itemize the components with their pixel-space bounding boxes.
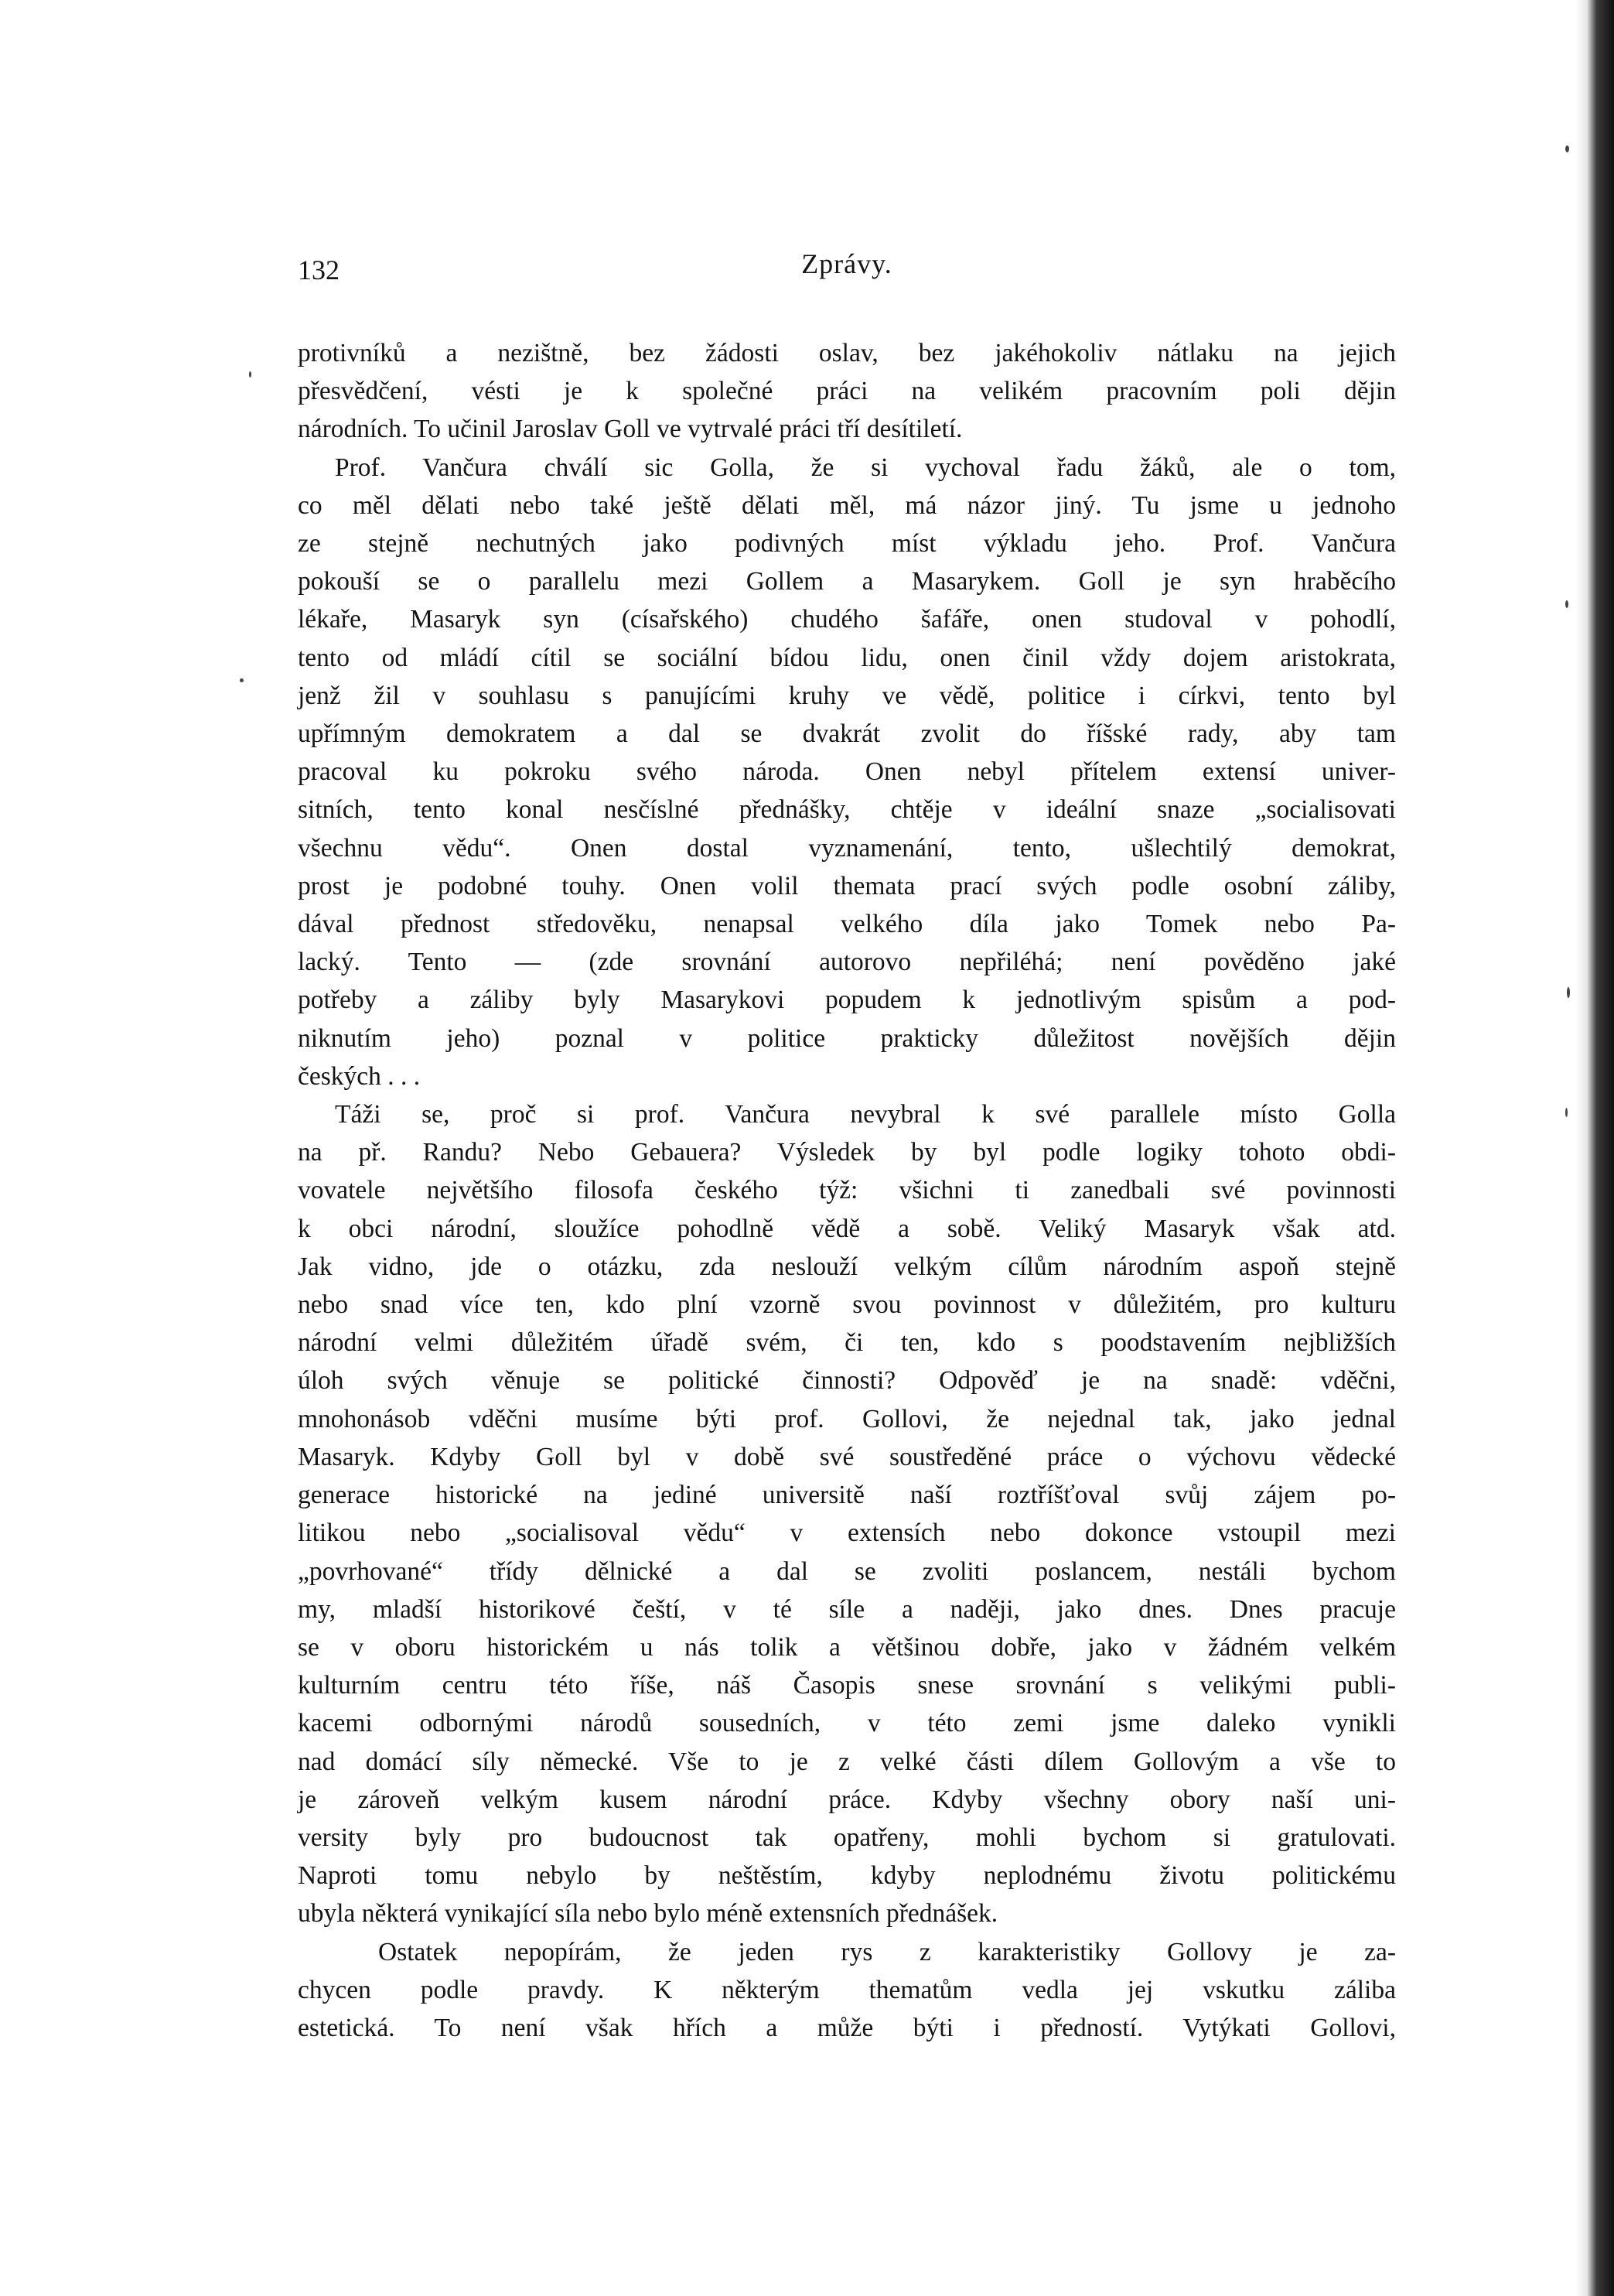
page-number: 132 <box>298 255 340 285</box>
text-line: nad domácí síly německé. Vše to je z velké části dílem Gollovým a vše to <box>298 1747 1396 1776</box>
text-line: pokouší se o parallelu mezi Gollem a Masarykem. Goll je syn hraběcího <box>298 567 1396 596</box>
text-line: litikou nebo „socialisoval vědu“ v extensích nebo dokonce vstoupil mezi <box>298 1519 1396 1548</box>
text-line: sitních, tento konal nesčíslné přednášky, chtěje v ideální snaze „socialisovati <box>298 795 1396 825</box>
text-line: pracoval ku pokroku svého národa. Onen nebyl přítelem extensí univer- <box>298 757 1396 787</box>
text-line: niknutím jeho) poznal v politice prakticky důležitost novějších dějin <box>298 1023 1396 1053</box>
text-line: nebo snad více ten, kdo plní vzorně svou povinnost v důležitém, pro kulturu <box>298 1290 1396 1320</box>
text-line: všechnu vědu“. Onen dostal vyznamenání, tento, ušlechtilý demokrat, <box>298 833 1396 863</box>
text-line: kulturním centru této říše, náš Časopis snese srovnání s velikými publi- <box>298 1671 1396 1700</box>
text-line: přesvědčení, vésti je k společné práci na velikém pracovním poli dějin <box>298 377 1396 406</box>
text-line: ze stejně nechutných jako podivných míst výkladu jeho. Prof. Vančura <box>298 529 1396 559</box>
scan-edge-shadow <box>1575 0 1614 2296</box>
text-line: kacemi odbornými národů sousedních, v této zemi jsme daleko vynikli <box>298 1709 1396 1738</box>
text-line: vovatele největšího filosofa českého týž: všichni ti zanedbali své povinnosti <box>298 1176 1396 1205</box>
text-line: co měl dělati nebo také ještě dělati měl, má názor jiný. Tu jsme u jednoho <box>298 490 1396 520</box>
text-line: lékaře, Masaryk syn (císařského) chudého šafáře, onen studoval v pohodlí, <box>298 605 1396 634</box>
text-line: dával přednost středověku, nenapsal velkého díla jako Tomek nebo Pa- <box>298 910 1396 939</box>
text-line: estetická. To není však hřích a může býti i předností. Vytýkati Gollovi, <box>298 2013 1396 2042</box>
text-line: je zároveň velkým kusem národní práce. Kdyby všechny obory naší uni- <box>298 1785 1396 1814</box>
running-head <box>298 248 1396 294</box>
text-line: na př. Randu? Nebo Gebauera? Výsledek by byl podle logiky tohoto obdi- <box>298 1138 1396 1167</box>
text-line: Ostatek nepopírám, že jeden rys z karakteristiky Gollovy je za- <box>378 1937 1396 1966</box>
text-line: k obci národní, sloužíce pohodlně vědě a sobě. Veliký Masaryk však atd. <box>298 1214 1396 1243</box>
text-line: Jak vidno, jde o otázku, zda neslouží velkým cílům národním aspoň stejně <box>298 1252 1396 1281</box>
text-line: národní velmi důležitém úřadě svém, či ten, kdo s poodstavením nejbližších <box>298 1328 1396 1358</box>
text-line: mnohonásob vděčni musíme býti prof. Gollovi, že nejednal tak, jako jednal <box>298 1404 1396 1433</box>
text-line: generace historické na jediné universitě naší roztříšťoval svůj zájem po- <box>298 1481 1396 1510</box>
text-line: potřeby a záliby byly Masarykovi popudem k jednotlivým spisům a pod- <box>298 986 1396 1015</box>
scan-speck <box>1565 145 1569 152</box>
scan-speck <box>1567 987 1570 998</box>
text-line: ubyla některá vynikající síla nebo bylo méně extensních přednášek. <box>298 1899 998 1929</box>
text-line: protivníků a nezištně, bez žádosti oslav, bez jakéhokoliv nátlaku na jejich <box>298 339 1396 367</box>
text-line: Naproti tomu nebylo by neštěstím, kdyby neplodnému životu politickému <box>298 1861 1396 1891</box>
text-line: versity byly pro budoucnost tak opatřeny, mohli bychom si gratulovati. <box>298 1823 1396 1852</box>
text-line: my, mladší historikové čeští, v té síle a naději, jako dnes. Dnes pracuje <box>298 1594 1396 1624</box>
text-line: se v oboru historickém u nás tolik a většinou dobře, jako v žádném velkém <box>298 1632 1396 1662</box>
text-line: prost je podobné touhy. Onen volil themata prací svých podle osobní záliby, <box>298 871 1396 900</box>
text-line: tento od mládí cítil se sociální bídou lidu, onen činil vždy dojem aristokrata, <box>298 643 1396 672</box>
text-line: národních. To učinil Jaroslav Goll ve vytrvalé práci tří desítiletí. <box>298 415 963 444</box>
running-title: Zprávy. <box>801 248 892 279</box>
scan-speck <box>1565 600 1568 608</box>
text-line: Masaryk. Kdyby Goll byl v době své soustředěné práce o výchovu vědecké <box>298 1442 1396 1471</box>
text-line: upřímným demokratem a dal se dvakrát zvolit do říšské rady, aby tam <box>298 719 1396 749</box>
body-text <box>298 334 1396 2047</box>
text-line: českých . . . <box>298 1061 421 1091</box>
text-line: úloh svých věnuje se politické činnosti? Odpověď je na snadě: vděčni, <box>298 1366 1396 1396</box>
scan-speck <box>240 678 244 682</box>
text-line: chycen podle pravdy. K některým thematům vedla jej vskutku záliba <box>298 1975 1396 2004</box>
text-line: „povrhované“ třídy dělnické a dal se zvoliti poslancem, nestáli bychom <box>298 1556 1396 1586</box>
text-line: jenž žil v souhlasu s panujícími kruhy ve vědě, politice i církvi, tento byl <box>298 681 1396 710</box>
scan-speck <box>249 371 251 378</box>
document-page <box>298 248 1396 2047</box>
scan-speck <box>1565 1108 1568 1117</box>
text-line: Prof. Vančura chválí sic Golla, že si vychoval řadu žáků, ale o tom, <box>335 453 1396 482</box>
text-line: Táži se, proč si prof. Vančura nevybral k své parallele místo Golla <box>335 1100 1396 1129</box>
text-line: lacký. Tento — (zde srovnání autorovo nepřiléhá; není pověděno jaké <box>298 948 1396 977</box>
